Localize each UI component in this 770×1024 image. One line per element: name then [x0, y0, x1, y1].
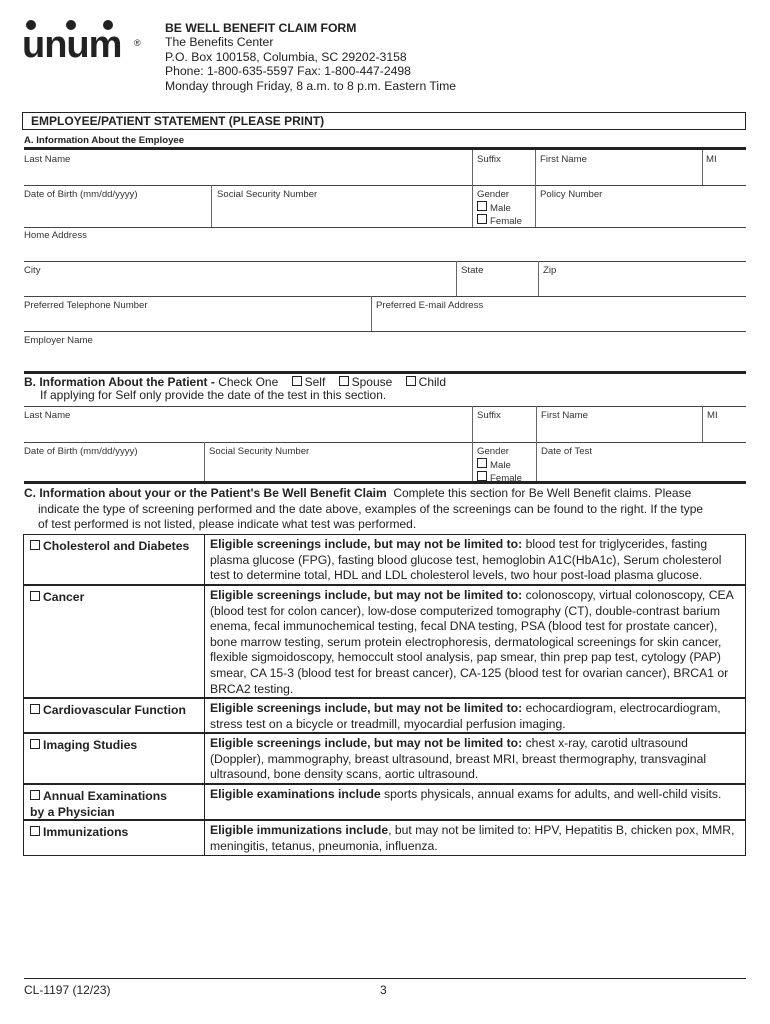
checkbox-icon[interactable] [30, 591, 40, 601]
registered-mark: ® [134, 38, 141, 48]
divider [536, 442, 537, 482]
gender-group [477, 189, 522, 228]
section-b-title: B. Information About the Patient - [24, 375, 215, 389]
screening-row [23, 698, 746, 733]
divider [24, 227, 746, 228]
section-c-intro: of test performed is not listed, please indicate what test was performed. [38, 517, 417, 531]
employer-name-field[interactable]: Employer Name [24, 335, 93, 346]
section-c-intro: Complete this section for Be Well Benefit claims. Please [393, 486, 692, 500]
checkbox-icon[interactable] [477, 471, 487, 481]
screening-checkbox[interactable]: Cholesterol and Diabetes [30, 538, 204, 554]
home-address-field[interactable]: Home Address [24, 230, 87, 241]
divider [24, 371, 746, 374]
screening-row [23, 784, 746, 820]
patient-dob-field[interactable]: Date of Birth (mm/dd/yyyy) [24, 446, 138, 457]
unum-logo [22, 20, 148, 64]
date-of-test-field[interactable]: Date of Test [541, 446, 593, 457]
statement-title: EMPLOYEE/PATIENT STATEMENT (PLEASE PRINT) [22, 112, 746, 130]
divider [211, 185, 212, 228]
gender-label: Gender [477, 189, 509, 200]
check-one-label: Check One [218, 375, 279, 389]
header-line: Phone: 1-800-635-5597 Fax: 1-800-447-2498 [165, 64, 411, 79]
screening-description: Eligible immunizations include, but may not be limited to: HPV, Hepatitis B, chicken pox, MMR, meningitis, tetanus, pneumonia, influenza. [210, 823, 735, 853]
screening-description: Eligible screenings include, but may not be limited to: colonoscopy, virtual colonoscopy, CEA (blood test for colon cancer), low-dose computerized tomography (CT), double-contrast barium enema, fecal immunochemical testing, fecal DNA testing, PSA (blood test for prostate cancer), bone marrow testing, serum protein electrophoresis, dermatological screenings for skin cancer, flexible sigmoidoscopy, hemoccult stool analysis, pap smear, thin prep pap test, cytology (PAP) smear, CA 15-3 (blood test for breast cancer), CA-125 (blood test for ovarian cancer), BRCA1 or BRCA2 testing. [210, 588, 734, 696]
screening-description: Eligible screenings include, but may not be limited to: blood test for triglycerides, fasting plasma glucose (FPG), fasting blood glucose test, hemoglobin A1C(HbA1c), Serum cholesterol test to determine total, HDL and LDL cholesterol levels, two hour post-load plasma glucose. [210, 537, 722, 583]
screening-row [23, 820, 746, 856]
divider [472, 406, 473, 442]
female-checkbox[interactable]: Female [477, 214, 522, 228]
policy-number-field[interactable]: Policy Number [540, 189, 603, 200]
male-checkbox[interactable]: Male [477, 458, 522, 472]
divider [24, 331, 746, 332]
patient-mi-field[interactable]: MI [707, 410, 718, 421]
state-field[interactable]: State [461, 265, 484, 276]
section-b-note: If applying for Self only provide the date of the test in this section. [40, 388, 387, 402]
checkbox-icon[interactable] [477, 214, 487, 224]
checkbox-icon[interactable] [30, 540, 40, 550]
divider [472, 150, 473, 185]
zip-field[interactable]: Zip [543, 265, 557, 276]
checkbox-icon[interactable] [30, 739, 40, 749]
divider [24, 147, 746, 150]
logo-text: unum [22, 24, 122, 66]
divider [702, 150, 703, 185]
self-checkbox[interactable]: Self [292, 375, 326, 389]
email-field[interactable]: Preferred E-mail Address [376, 300, 484, 311]
form-code: CL-1197 (12/23) [24, 983, 111, 997]
screening-description: Eligible screenings include, but may not be limited to: chest x-ray, carotid ultrasound (Doppler), mammography, breast ultrasound, breast MRI, breast thermography, transvaginal ultrasound, bone density scans, aortic ultrasound. [210, 736, 707, 782]
divider [24, 296, 746, 297]
screening-row [23, 585, 746, 698]
divider [204, 734, 205, 783]
screening-checkbox[interactable]: Annual Examinations by a Physician [30, 789, 167, 819]
divider [472, 185, 473, 228]
form-title: BE WELL BENEFIT CLAIM FORM [165, 21, 357, 35]
first-name-field[interactable]: First Name [540, 154, 587, 165]
divider [24, 185, 746, 186]
divider [24, 442, 746, 443]
suffix-field[interactable]: Suffix [477, 154, 501, 165]
divider [204, 535, 205, 584]
patient-ssn-field[interactable]: Social Security Number [209, 446, 310, 457]
divider [535, 185, 536, 228]
checkbox-icon[interactable] [30, 790, 40, 800]
page-number: 3 [380, 983, 387, 997]
divider [204, 699, 205, 732]
male-checkbox[interactable]: Male [477, 201, 522, 215]
patient-first-name-field[interactable]: First Name [541, 410, 588, 421]
divider [702, 406, 703, 442]
section-b-header [24, 376, 446, 402]
checkbox-icon[interactable] [339, 376, 349, 386]
city-field[interactable]: City [24, 265, 41, 276]
screening-row [23, 534, 746, 585]
screening-checkbox[interactable]: Immunizations [30, 824, 204, 840]
spouse-checkbox[interactable]: Spouse [339, 375, 393, 389]
divider [24, 406, 746, 407]
checkbox-icon[interactable] [477, 458, 487, 468]
patient-last-name-field[interactable]: Last Name [24, 410, 71, 421]
screening-checkbox[interactable]: Cardiovascular Function [30, 702, 204, 718]
screening-description: Eligible screenings include, but may not be limited to: echocardiogram, electrocardiogram, stress test on a bicycle or treadmill, myocardial perfusion imaging. [210, 701, 721, 731]
divider [204, 586, 205, 697]
section-c-intro: indicate the type of screening performed and the date above, examples of the screenings can be found to the right. If the type [38, 501, 704, 516]
section-a-title: A. Information About the Employee [24, 135, 185, 146]
divider [538, 261, 539, 296]
divider [204, 821, 205, 855]
checkbox-icon[interactable] [406, 376, 416, 386]
checkbox-icon[interactable] [30, 826, 40, 836]
divider [536, 406, 537, 442]
child-checkbox[interactable]: Child [406, 375, 446, 389]
header-line: Monday through Friday, 8 a.m. to 8 p.m. Eastern Time [165, 78, 457, 93]
divider [456, 261, 457, 296]
screening-description: Eligible examinations include sports physicals, annual exams for adults, and well-child visits. [210, 787, 722, 801]
screening-checkbox[interactable]: Cancer [30, 589, 204, 605]
mi-field[interactable]: MI [706, 154, 717, 165]
patient-gender-group [477, 446, 522, 485]
screening-checkbox[interactable]: Imaging Studies [30, 737, 204, 753]
gender-label: Gender [477, 446, 509, 457]
patient-suffix-field[interactable]: Suffix [477, 410, 501, 421]
female-checkbox[interactable]: Female [477, 471, 522, 485]
divider [472, 442, 473, 482]
form-header [165, 21, 456, 93]
checkbox-icon[interactable] [30, 704, 40, 714]
section-c-header [24, 486, 746, 533]
divider [535, 150, 536, 185]
checkbox-icon[interactable] [292, 376, 302, 386]
divider [24, 978, 746, 979]
phone-field[interactable]: Preferred Telephone Number [24, 300, 148, 311]
ssn-field[interactable]: Social Security Number [217, 189, 318, 200]
section-c-title: C. Information about your or the Patient's Be Well Benefit Claim [24, 486, 387, 500]
dob-field[interactable]: Date of Birth (mm/dd/yyyy) [24, 189, 138, 200]
divider [24, 481, 746, 484]
divider [24, 261, 746, 262]
divider [204, 442, 205, 482]
header-line: The Benefits Center [165, 35, 274, 50]
header-line: P.O. Box 100158, Columbia, SC 29202-3158 [165, 49, 407, 64]
last-name-field[interactable]: Last Name [24, 154, 71, 165]
screening-row [23, 733, 746, 784]
checkbox-icon[interactable] [477, 201, 487, 211]
divider [371, 296, 372, 331]
divider [204, 785, 205, 819]
